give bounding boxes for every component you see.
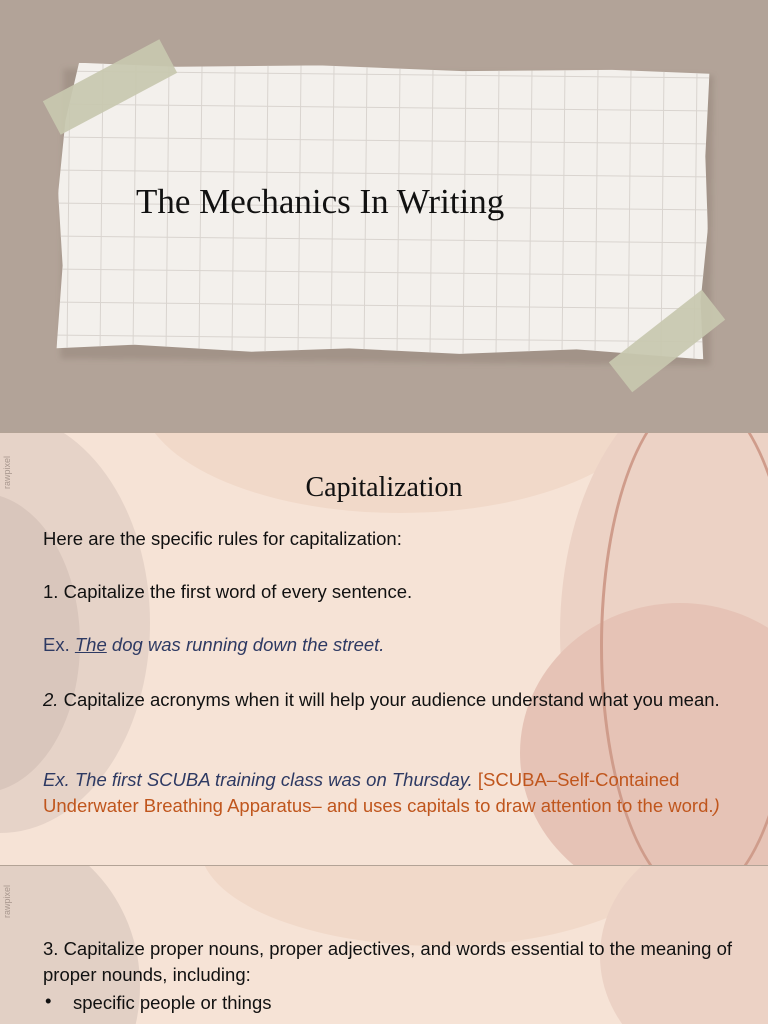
rule-2-text: Capitalize acronyms when it will help your audience understand what you mean. bbox=[58, 689, 720, 710]
example-2-blue: Ex. The first SCUBA training class was on Thursday. bbox=[43, 769, 473, 790]
example-1 bbox=[43, 632, 733, 658]
rule-1: 1. Capitalize the first word of every sentence. bbox=[43, 581, 413, 602]
bullet-item: specific people or things bbox=[73, 992, 272, 1013]
title-slide bbox=[0, 0, 768, 432]
rule-3: 3. Capitalize proper nouns, proper adjectives, and words essential to the meaning of proper nounds, including: bbox=[43, 938, 733, 985]
example-2-closing: ) bbox=[713, 795, 720, 816]
example-1-underlined: The bbox=[74, 634, 107, 655]
example-2 bbox=[43, 767, 733, 819]
slide-title: The Mechanics In Writing bbox=[136, 182, 505, 221]
rule-2-number: 2. bbox=[43, 689, 59, 710]
watermark: rawpixel bbox=[2, 884, 12, 918]
intro-text: Here are the specific rules for capitalization: bbox=[43, 528, 402, 549]
bullet-icon: • bbox=[45, 990, 52, 1011]
example-1-prefix: Ex. bbox=[43, 634, 75, 655]
example-1-rest: dog was running down the street. bbox=[106, 634, 385, 655]
watermark: rawpixel bbox=[2, 455, 12, 489]
rule-2 bbox=[43, 687, 733, 713]
example-2-orange: [SCUBA–Self-Contained Underwater Breathing Apparatus– and uses capitals to draw attention to the word. bbox=[43, 769, 714, 816]
slide-heading: Capitalization bbox=[305, 472, 463, 503]
